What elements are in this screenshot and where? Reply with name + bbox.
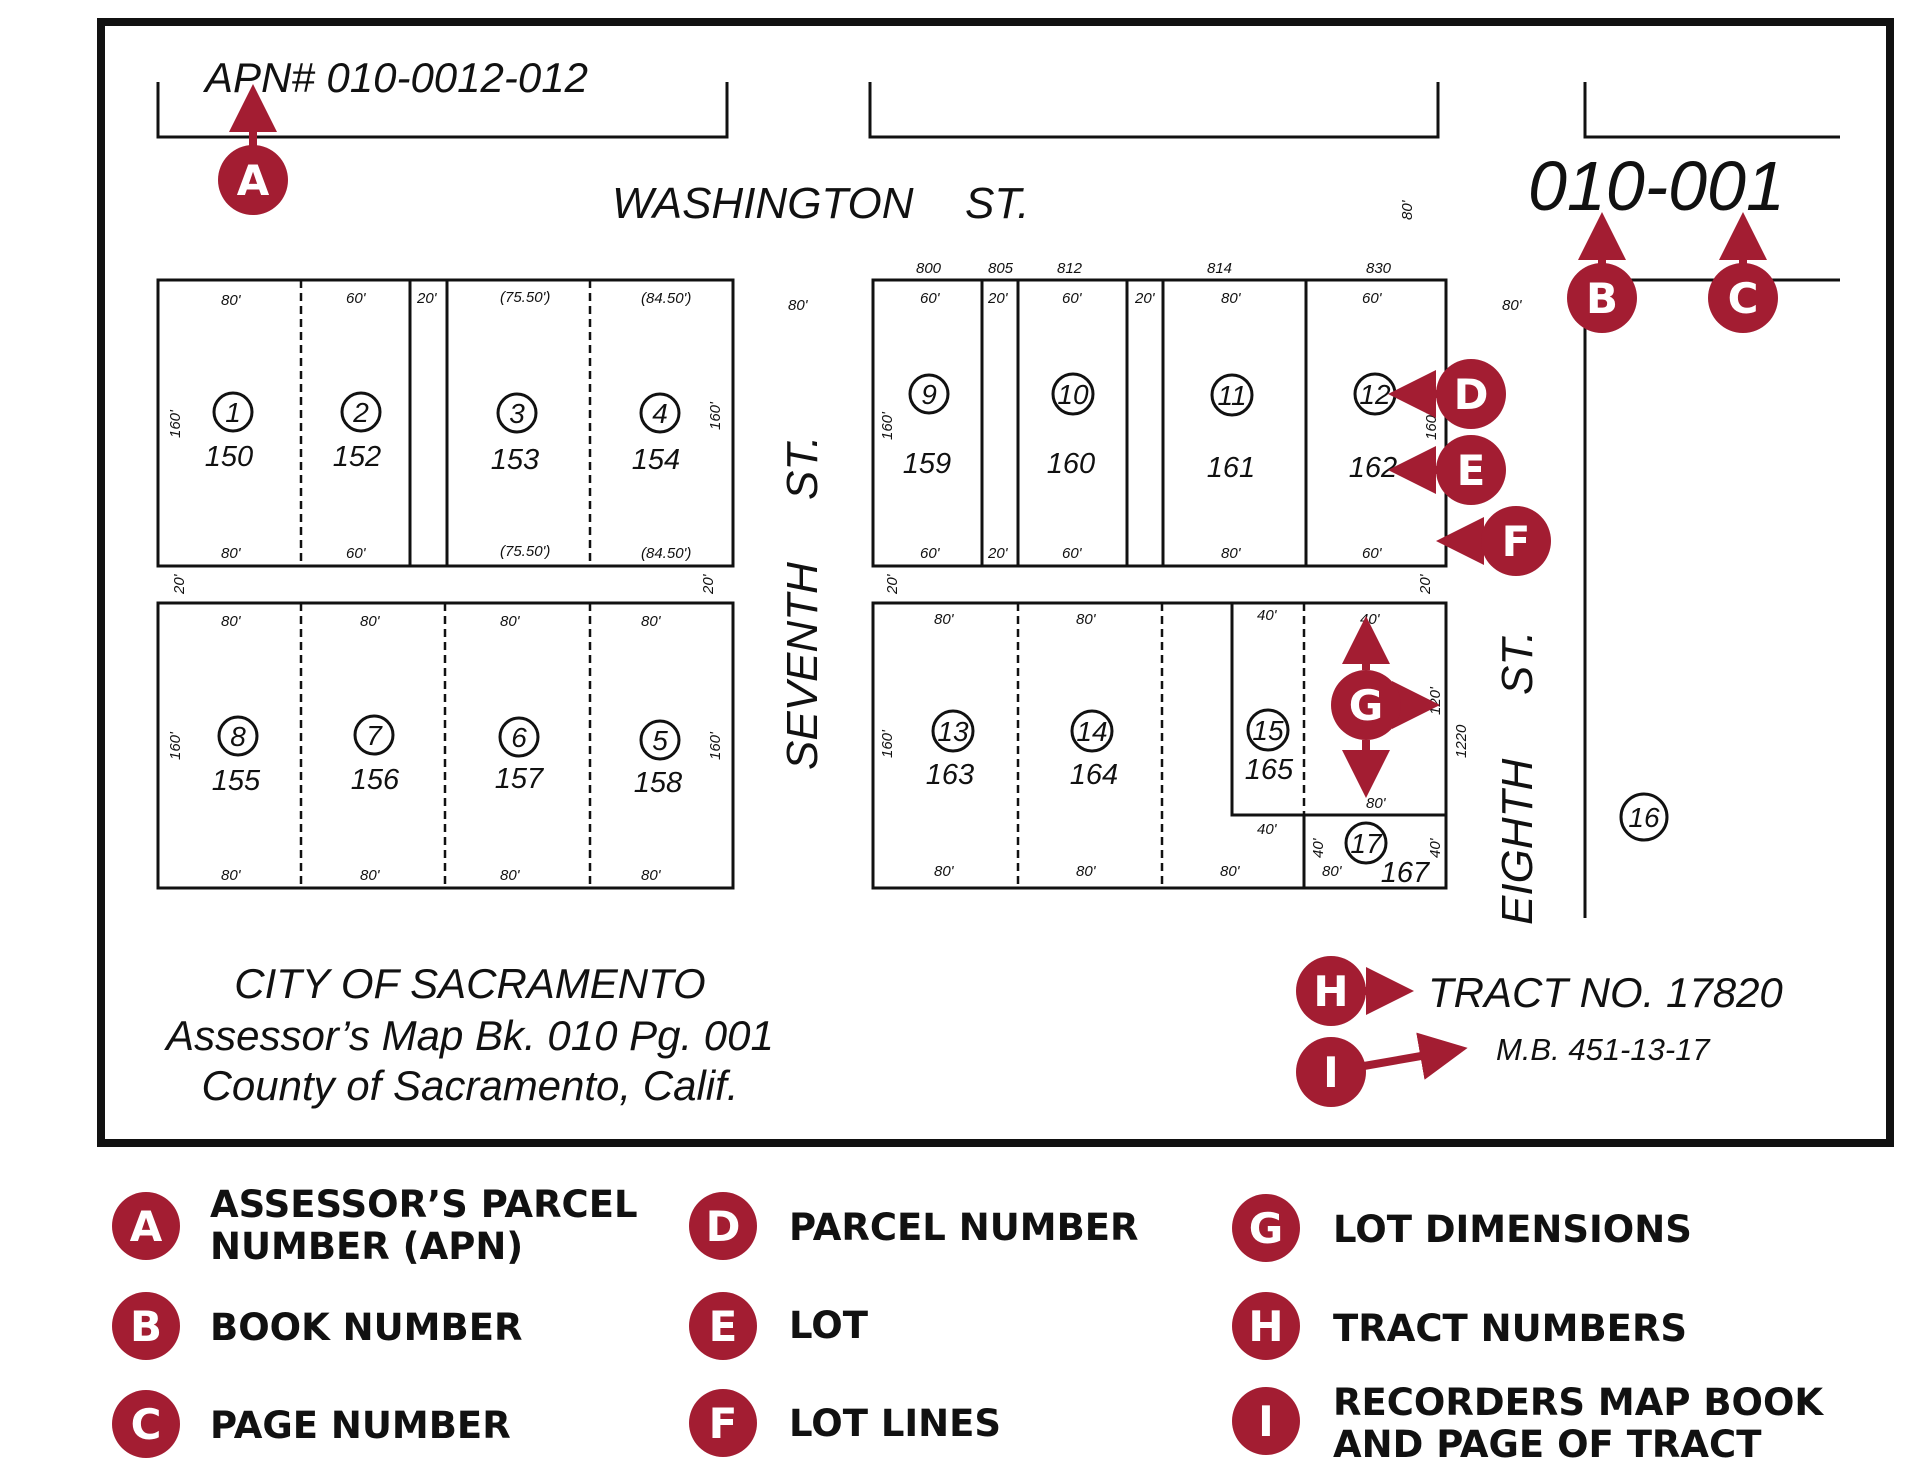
map-dimension-label: 80' xyxy=(641,613,661,630)
map-dimension-label: 40' xyxy=(1310,838,1327,858)
assessor-map-ref: Assessor’s Map Bk. 010 Pg. 001 xyxy=(166,1012,774,1059)
city-title: CITY OF SACRAMENTO xyxy=(234,960,706,1007)
map-dimension-label: (84.50') xyxy=(641,290,692,307)
parcel-159: 159 xyxy=(902,448,952,480)
eighth-street-name: EIGHTH xyxy=(1493,758,1542,925)
map-dimension-label: 80' xyxy=(221,867,241,884)
lot-8: 8 xyxy=(230,721,246,752)
map-dimension-label: 160' xyxy=(707,402,724,430)
map-dimension-label: 80' xyxy=(360,867,380,884)
parcel-160: 160 xyxy=(1046,448,1096,480)
block-b xyxy=(158,603,733,888)
parcel-156: 156 xyxy=(350,764,400,796)
block-d xyxy=(873,603,1470,889)
map-dimension-label: 40' xyxy=(1257,607,1277,624)
legend-item-g xyxy=(1232,1194,1692,1262)
map-dimension-label: 60' xyxy=(1362,545,1382,562)
lot-14: 14 xyxy=(1076,716,1108,747)
map-dimension-label: E xyxy=(1456,446,1486,495)
parcel-153: 153 xyxy=(490,444,540,476)
map-dimension-label: E xyxy=(708,1302,738,1351)
apn-label: APN# 010-0012-012 xyxy=(205,54,588,101)
map-dimension-label: 812 xyxy=(1057,260,1083,277)
parcel-161: 161 xyxy=(1206,452,1256,484)
top-bracket-middle xyxy=(870,82,1438,137)
map-dimension-label: 40' xyxy=(1360,611,1380,628)
map-dimension-label: F xyxy=(1501,517,1531,566)
map-dimension-label: 160' xyxy=(879,730,896,758)
lot-7: 7 xyxy=(366,720,382,751)
parcel-154: 154 xyxy=(631,444,681,476)
map-dimension-label: AND PAGE OF TRACT xyxy=(1333,1423,1762,1466)
book-page-number: 010-001 xyxy=(1528,147,1785,225)
seventh-street-suffix: ST. xyxy=(778,435,827,500)
parcel-165: 165 xyxy=(1244,754,1294,786)
seventh-street-name: SEVENTH xyxy=(778,562,827,770)
block-c xyxy=(873,260,1446,566)
map-dimension-label: RECORDERS MAP BOOK xyxy=(1333,1381,1824,1424)
callout-h xyxy=(1296,956,1390,1026)
callout-i xyxy=(1296,1037,1444,1107)
parcel-162: 162 xyxy=(1348,452,1398,484)
washington-street-suffix: ST. xyxy=(965,179,1030,228)
map-dimension-label: TRACT NUMBERS xyxy=(1333,1307,1688,1350)
map-dimension-label: LOT xyxy=(789,1304,868,1347)
map-dimension-label: D xyxy=(705,1202,741,1251)
parcel-158: 158 xyxy=(633,767,683,799)
map-dimension-label: 80' xyxy=(1076,611,1096,628)
alley-width-right-b: 20' xyxy=(1417,574,1434,594)
map-dimension-label: A xyxy=(236,156,270,205)
washington-width: 80' xyxy=(1399,200,1416,220)
map-dimension-label: (75.50') xyxy=(500,543,551,560)
map-dimension-label: 80' xyxy=(500,613,520,630)
map-dimension-label: 20' xyxy=(417,290,437,307)
parcel-163: 163 xyxy=(925,759,975,791)
legend-item-e xyxy=(689,1292,869,1360)
map-dimension-label: B xyxy=(1585,274,1619,323)
map-dimension-label: I xyxy=(1258,1397,1274,1446)
map-dimension-label: 20' xyxy=(988,545,1008,562)
lot-3: 3 xyxy=(509,398,525,429)
parcel-152: 152 xyxy=(332,441,382,473)
legend-item-b xyxy=(112,1292,522,1360)
callout-g xyxy=(1331,640,1416,774)
lot-15: 15 xyxy=(1252,715,1284,746)
map-dimension-label: 805 xyxy=(988,260,1014,277)
map-dimension-label: 40' xyxy=(1257,821,1277,838)
lot-12: 12 xyxy=(1359,379,1391,410)
lot-9: 9 xyxy=(921,379,937,410)
map-dimension-label: 60' xyxy=(1062,545,1082,562)
map-dimension-label: ASSESSOR’S PARCEL xyxy=(210,1183,638,1226)
map-dimension-label: 60' xyxy=(1062,290,1082,307)
map-dimension-label: 80' xyxy=(1220,863,1240,880)
map-dimension-label: 80' xyxy=(360,613,380,630)
lot-6: 6 xyxy=(511,722,527,753)
lot-5: 5 xyxy=(652,725,668,756)
map-dimension-label: 80' xyxy=(641,867,661,884)
map-dimension-label: 80' xyxy=(1366,795,1386,812)
map-dimension-label: LOT LINES xyxy=(789,1402,1002,1445)
map-book-ref: M.B. 451-13-17 xyxy=(1496,1032,1710,1067)
callout-e xyxy=(1412,435,1506,505)
map-dimension-label: (75.50') xyxy=(500,289,551,306)
map-dimension-label: 160' xyxy=(1423,412,1440,440)
map-dimension-label: 20' xyxy=(1135,290,1155,307)
callout-b xyxy=(1567,236,1637,333)
map-dimension-label: BOOK NUMBER xyxy=(210,1306,523,1349)
alley-width-left-b: 20' xyxy=(700,574,717,594)
map-dimension-label: 800 xyxy=(916,260,942,277)
seventh-width: 80' xyxy=(788,297,808,314)
map-dimension-label: 80' xyxy=(1221,290,1241,307)
callout-c xyxy=(1708,236,1778,333)
map-dimension-label: 80' xyxy=(1221,545,1241,562)
map-dimension-label: LOT DIMENSIONS xyxy=(1333,1208,1692,1251)
legend-item-i xyxy=(1232,1381,1824,1466)
lot-16: 16 xyxy=(1628,802,1660,833)
map-dimension-label: 20' xyxy=(988,290,1008,307)
tract-number: TRACT NO. 17820 xyxy=(1428,969,1783,1016)
map-dimension-label: H xyxy=(1313,967,1349,1016)
lot-1: 1 xyxy=(225,397,241,428)
map-dimension-label: I xyxy=(1323,1048,1339,1097)
map-dimension-label: 80' xyxy=(934,863,954,880)
map-dimension-label: H xyxy=(1248,1302,1284,1351)
map-dimension-label: 60' xyxy=(346,545,366,562)
map-dimension-label: 80' xyxy=(934,611,954,628)
map-dimension-label: PAGE NUMBER xyxy=(210,1404,511,1447)
map-dimension-label: 120' xyxy=(1427,687,1444,715)
map-dimension-label: 40' xyxy=(1427,838,1444,858)
map-dimension-label: C xyxy=(130,1400,162,1449)
callout-a xyxy=(218,108,288,215)
map-dimension-label: PARCEL NUMBER xyxy=(789,1206,1139,1249)
callout-f xyxy=(1460,506,1551,576)
map-dimension-label: 60' xyxy=(920,545,940,562)
legend-item-d xyxy=(689,1192,1139,1260)
map-dimension-label: B xyxy=(129,1302,163,1351)
alley-width-right-a: 20' xyxy=(884,574,901,594)
eighth-width: 80' xyxy=(1502,297,1522,314)
legend-item-h xyxy=(1232,1292,1687,1360)
map-dimension-label: 80' xyxy=(221,613,241,630)
eighth-street-suffix: ST. xyxy=(1493,630,1542,695)
map-dimension-label: 160' xyxy=(879,412,896,440)
map-dimension-label: G xyxy=(1348,681,1384,730)
map-dimension-label: 80' xyxy=(221,545,241,562)
parcel-167: 167 xyxy=(1380,857,1430,889)
parcel-150: 150 xyxy=(204,441,254,473)
alley-width-left-a: 20' xyxy=(171,574,188,594)
map-dimension-label: 160' xyxy=(167,410,184,438)
parcel-164: 164 xyxy=(1069,759,1119,791)
lot-17: 17 xyxy=(1350,828,1382,859)
map-dimension-label: A xyxy=(129,1202,163,1251)
block-a xyxy=(158,280,733,566)
lot-10: 10 xyxy=(1057,379,1089,410)
map-dimension-label: C xyxy=(1727,274,1759,323)
map-dimension-label: NUMBER (APN) xyxy=(210,1225,524,1268)
parcel-155: 155 xyxy=(211,765,261,797)
map-dimension-label: 814 xyxy=(1207,260,1233,277)
map-dimension-label: 160' xyxy=(167,732,184,760)
map-dimension-label: 80' xyxy=(1076,863,1096,880)
parcel-157: 157 xyxy=(494,763,544,795)
map-dimension-label: 830 xyxy=(1366,260,1392,277)
legend-item-f xyxy=(689,1389,1001,1457)
map-dimension-label: 80' xyxy=(1322,863,1342,880)
map-dimension-label: G xyxy=(1248,1204,1284,1253)
map-dimension-label: 60' xyxy=(346,290,366,307)
map-dimension-label: 60' xyxy=(1362,290,1382,307)
top-bracket-right xyxy=(1585,82,1840,137)
map-dimension-label: 160' xyxy=(707,732,724,760)
washington-street-name: WASHINGTON xyxy=(612,179,914,228)
legend-item-a xyxy=(112,1183,638,1268)
lot-11: 11 xyxy=(1217,380,1247,411)
lot-13: 13 xyxy=(937,716,969,747)
map-dimension-label: D xyxy=(1453,370,1489,419)
map-dimension-label: F xyxy=(708,1399,738,1448)
lot-2: 2 xyxy=(353,397,369,428)
map-dimension-label: 80' xyxy=(500,867,520,884)
county-name: County of Sacramento, Calif. xyxy=(201,1062,739,1109)
map-dimension-label: 1220 xyxy=(1453,724,1470,758)
legend xyxy=(112,1183,1824,1466)
lot-4: 4 xyxy=(652,398,668,429)
legend-item-c xyxy=(112,1390,511,1458)
map-dimension-label: 60' xyxy=(920,290,940,307)
map-dimension-label: (84.50') xyxy=(641,545,692,562)
map-dimension-label: 80' xyxy=(221,292,241,309)
